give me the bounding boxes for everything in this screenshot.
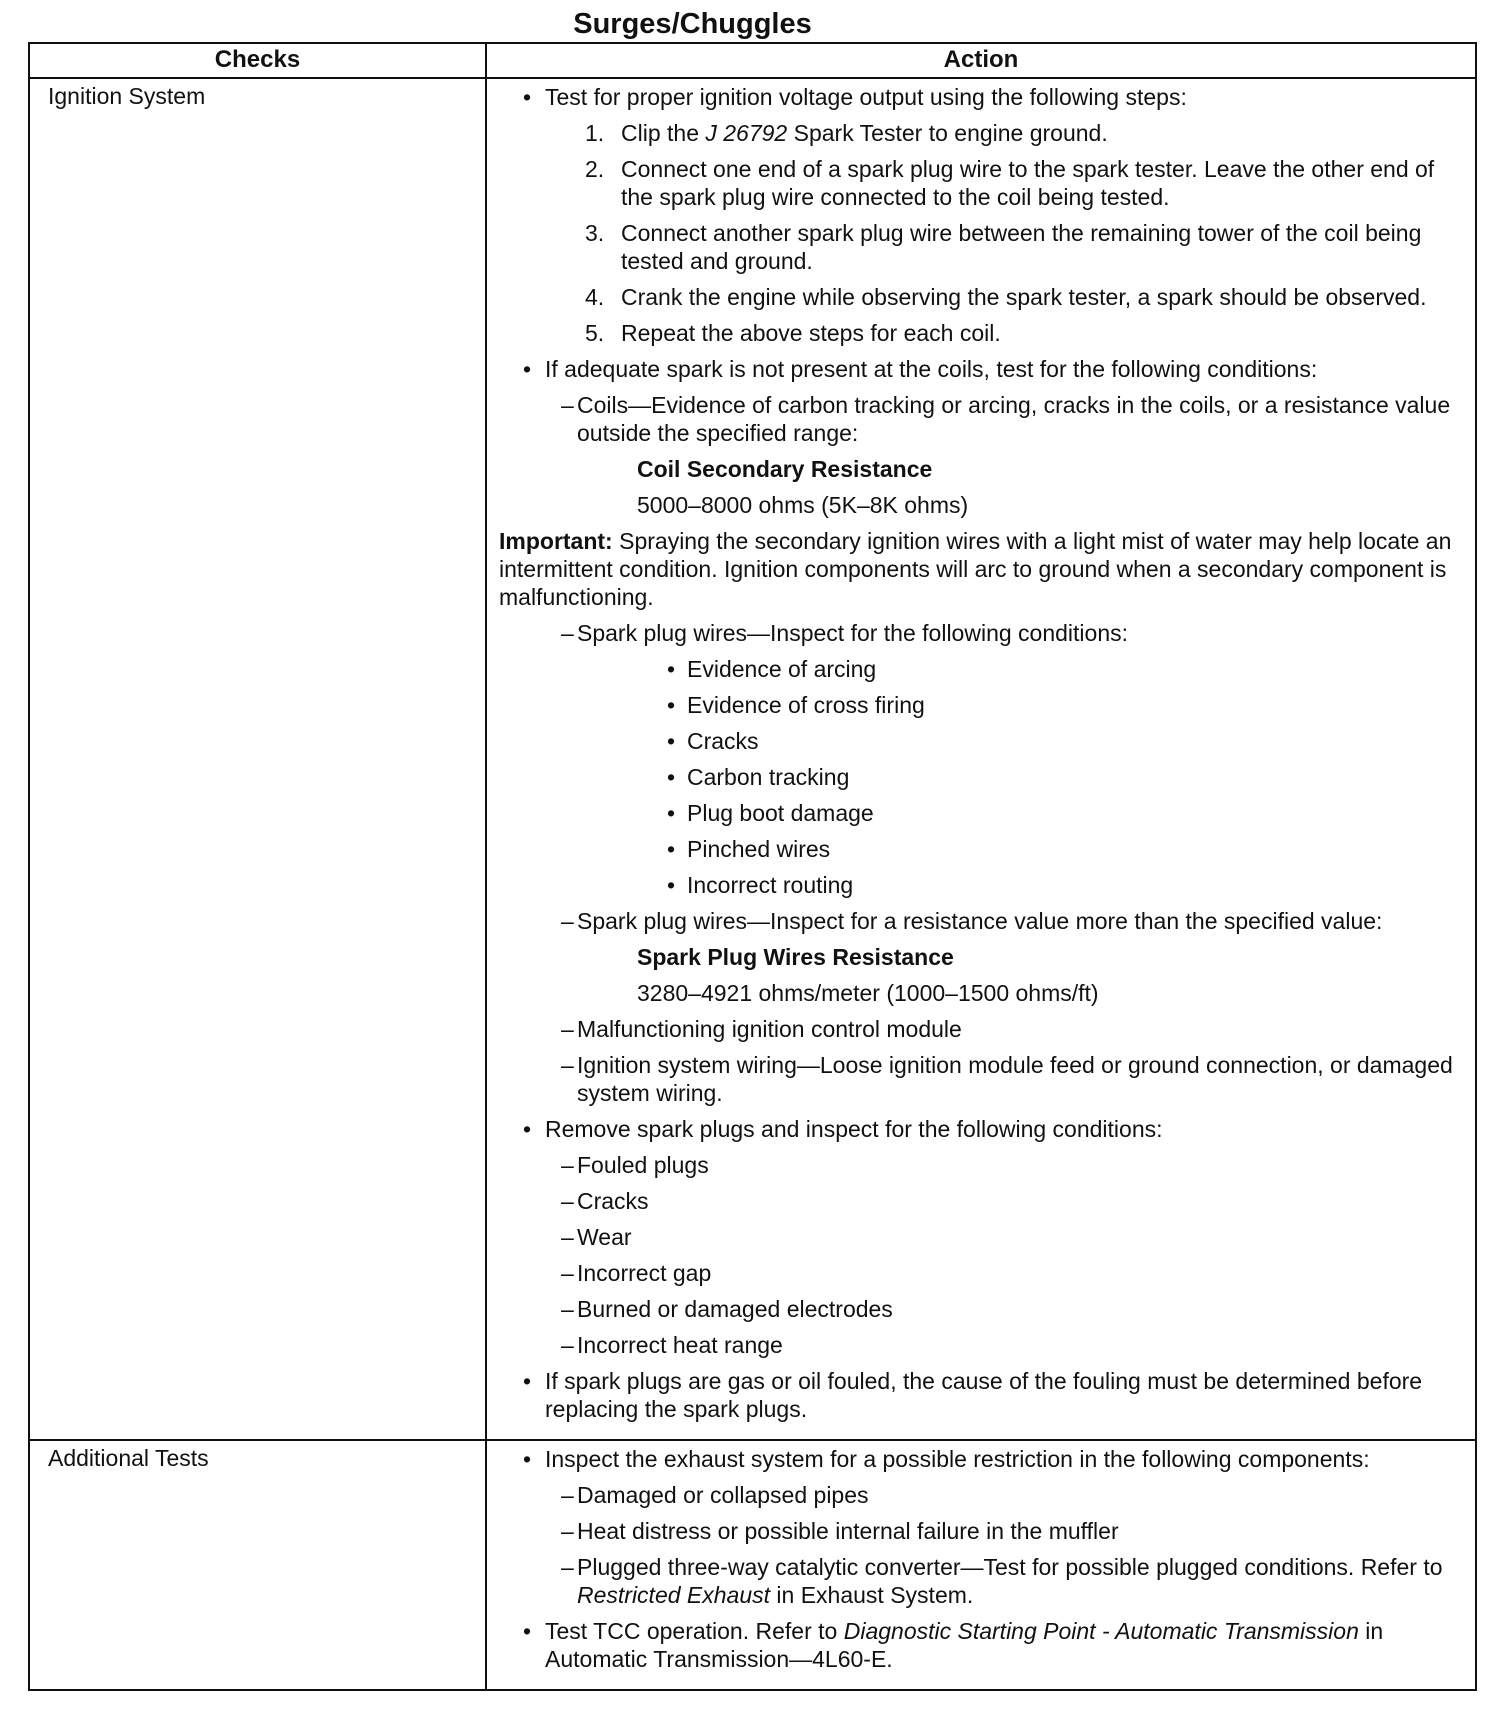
step-text: Repeat the above steps for each coil.: [621, 320, 1001, 346]
bullet-text: in Automatic Transmission—4L60-E.: [545, 1618, 1384, 1672]
column-header-checks: Checks: [29, 43, 486, 78]
tool-number: J 26792: [705, 120, 788, 146]
step-item: [497, 283, 1465, 311]
dash-item: – Burned or damaged electrodes: [497, 1295, 1465, 1323]
spec-value: 5000–8000 ohms (5K–8K ohms): [637, 492, 969, 518]
dash-text: in Exhaust System.: [770, 1582, 974, 1608]
list-item: • Cracks: [497, 727, 1465, 755]
bullet-item: [497, 1617, 1465, 1673]
bullet-item: • Test for proper ignition voltage output using the following steps:: [497, 83, 1465, 111]
important-text: Spraying the secondary ignition wires with a light mist of water may help locate an intermittent condition. Ignition components will arc to ground when a secondary component is malfunctioning.: [499, 528, 1452, 610]
bullet-item: • If spark plugs are gas or oil fouled, the cause of the fouling must be determined before replacing the spark plugs.: [497, 1367, 1465, 1423]
dash-item: – Spark plug wires—Inspect for a resistance value more than the specified value:: [497, 907, 1465, 935]
dash-item: – Incorrect gap: [497, 1259, 1465, 1287]
step-number: 5.: [585, 320, 605, 346]
bullet-text: Test TCC operation. Refer to: [545, 1618, 844, 1644]
page-title: Surges/Chuggles: [573, 8, 812, 40]
action-ignition-system: [486, 78, 1476, 1440]
reference-link-text: Restricted Exhaust: [577, 1582, 771, 1608]
step-text: Spark Tester to engine ground.: [787, 120, 1108, 146]
check-additional-tests: Additional Tests: [29, 1440, 486, 1690]
list-item: • Evidence of arcing: [497, 655, 1465, 683]
dash-item: – Spark plug wires—Inspect for the following conditions:: [497, 619, 1465, 647]
column-header-action: Action: [486, 43, 1476, 78]
action-additional-tests: [486, 1440, 1476, 1690]
check-ignition-system: Ignition System: [29, 78, 486, 1440]
step-number: 3.: [585, 220, 605, 246]
diagnostic-table: [28, 42, 1477, 1691]
dash-item: – Cracks: [497, 1187, 1465, 1215]
reference-link-text: Diagnostic Starting Point - Automatic Transmission: [843, 1618, 1359, 1644]
step-number: 1.: [585, 120, 605, 146]
dash-item: – Damaged or collapsed pipes: [497, 1481, 1465, 1509]
list-item: • Evidence of cross firing: [497, 691, 1465, 719]
list-item: • Incorrect routing: [497, 871, 1465, 899]
dash-item: – Fouled plugs: [497, 1151, 1465, 1179]
list-item: • Plug boot damage: [497, 799, 1465, 827]
table-row: [29, 1440, 1476, 1690]
step-item: [497, 119, 1465, 147]
step-number: 2.: [585, 156, 605, 182]
list-item: • Carbon tracking: [497, 763, 1465, 791]
dash-item: – Incorrect heat range: [497, 1331, 1465, 1359]
dash-item: – Malfunctioning ignition control module: [497, 1015, 1465, 1043]
step-item: [497, 319, 1465, 347]
table-header-row: [29, 43, 1476, 78]
bullet-item: • Inspect the exhaust system for a possible restriction in the following components:: [497, 1445, 1465, 1473]
step-item: [497, 155, 1465, 211]
step-text: Connect one end of a spark plug wire to the spark tester. Leave the other end of the spark plug wire connected to the coil being tested.: [621, 156, 1435, 210]
bullet-item: • Remove spark plugs and inspect for the following conditions:: [497, 1115, 1465, 1143]
dash-item: – Heat distress or possible internal failure in the muffler: [497, 1517, 1465, 1545]
table-row: [29, 78, 1476, 1440]
step-item: [497, 219, 1465, 275]
dash-text: Plugged three-way catalytic converter—Test for possible plugged conditions. Refer to: [577, 1554, 1443, 1580]
step-text: Clip the: [621, 120, 706, 146]
step-number: 4.: [585, 284, 605, 310]
dash-item: [497, 1553, 1465, 1609]
important-label: Important:: [499, 528, 613, 554]
dash-item: – Coils—Evidence of carbon tracking or arcing, cracks in the coils, or a resistance value outside the specified range:: [497, 391, 1465, 447]
spec-value: 3280–4921 ohms/meter (1000–1500 ohms/ft): [637, 980, 1099, 1006]
step-text: Connect another spark plug wire between the remaining tower of the coil being tested and ground.: [621, 220, 1422, 274]
dash-item: – Wear: [497, 1223, 1465, 1251]
step-text: Crank the engine while observing the spark tester, a spark should be observed.: [621, 284, 1427, 310]
dash-item: – Ignition system wiring—Loose ignition module feed or ground connection, or damaged system wiring.: [497, 1051, 1465, 1107]
list-item: • Pinched wires: [497, 835, 1465, 863]
bullet-item: • If adequate spark is not present at the coils, test for the following conditions:: [497, 355, 1465, 383]
spec-title: Coil Secondary Resistance: [637, 456, 933, 482]
important-note: [497, 527, 1465, 611]
spec-title: Spark Plug Wires Resistance: [637, 944, 954, 970]
